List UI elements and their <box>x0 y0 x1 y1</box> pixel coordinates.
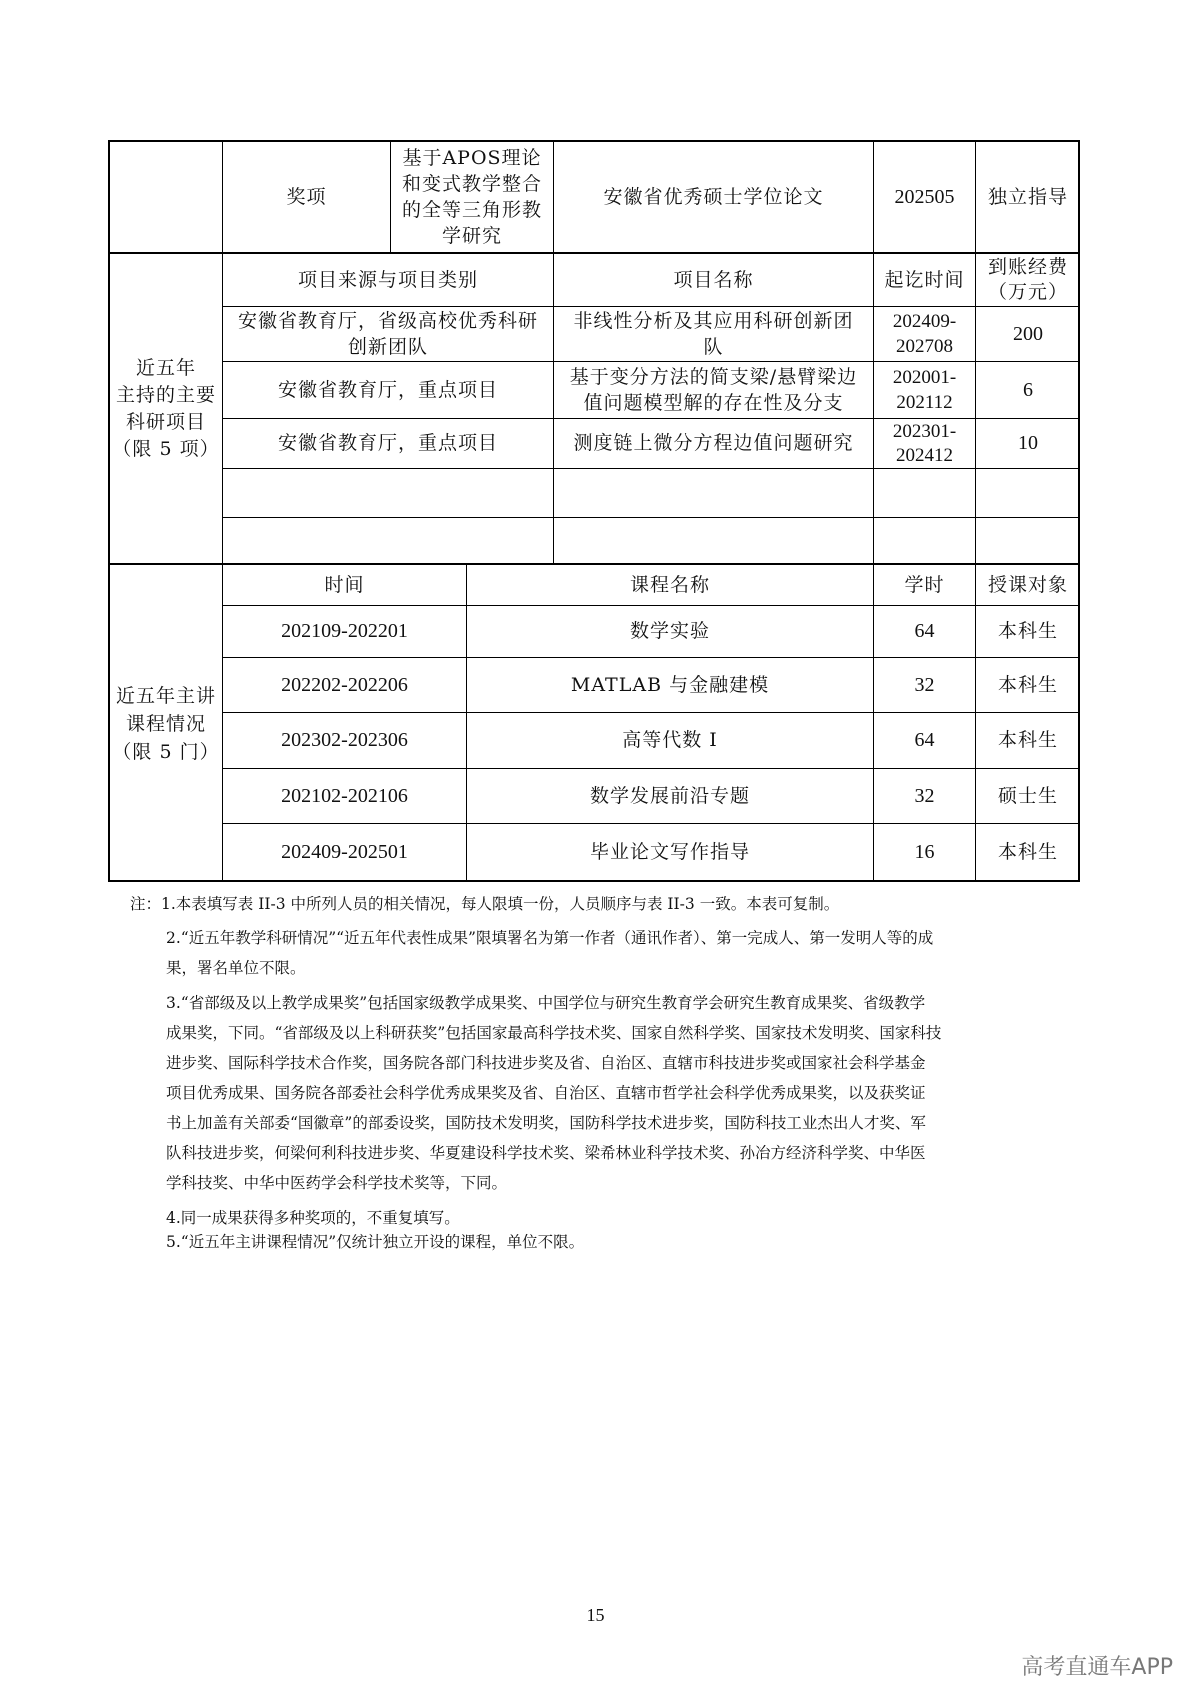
research-source: 安徽省教育厅，重点项目 <box>277 432 498 454</box>
research-name: 非线性分析及其应用科研创新团 队 <box>573 310 854 358</box>
course-header-time: 时间 <box>324 573 365 596</box>
note-line: 进步奖、国际科学技术合作奖，国务院各部门科技进步奖及省、自治区、直辖市科技进步奖或国家社会科学基金 <box>166 1054 926 1072</box>
research-period: 202301- 202412 <box>892 420 957 466</box>
research-header-name: 项目名称 <box>673 268 754 291</box>
research-section-label: 近五年 主持的主要 科研项目 （限 5 项） <box>112 356 220 460</box>
note-line: 成果奖，下同。“省部级及以上科研获奖”包括国家最高科学技术奖、国家自然科学奖、国家技术发明奖、国家科技 <box>166 1024 942 1042</box>
research-funding: 6 <box>1023 378 1033 401</box>
research-header-source: 项目来源与项目类别 <box>297 268 478 291</box>
course-audience: 本科生 <box>997 840 1058 863</box>
course-audience: 本科生 <box>997 620 1058 642</box>
course-audience: 硕士生 <box>997 784 1058 807</box>
note-line: 项目优秀成果、国务院各部委社会科学优秀成果奖及省、自治区、直辖市哲学社会科学优秀成果奖，以及获奖证 <box>166 1084 926 1102</box>
note-line: 书上加盖有关部委“国徽章”的部委设奖，国防技术发明奖，国防科学技术进步奖，国防科技工业杰出人才奖、军 <box>166 1114 926 1132</box>
course-audience: 本科生 <box>997 673 1058 696</box>
research-source: 安徽省教育厅，省级高校优秀科研 创新团队 <box>237 310 538 358</box>
course-hours: 64 <box>914 729 935 751</box>
award-category: 奖项 <box>286 185 327 208</box>
course-hours: 32 <box>914 784 935 807</box>
award-title-line: 基于APOS理论 <box>402 147 542 169</box>
course-name: 高等代数 I <box>622 729 718 751</box>
course-name: MATLAB 与金融建模 <box>570 673 770 696</box>
research-header-period: 起讫时间 <box>884 268 965 291</box>
course-time: 202102-202106 <box>281 784 408 807</box>
course-time: 202302-202306 <box>281 729 408 751</box>
note-line: 队科技进步奖，何梁何利科技进步奖、华夏建设科学技术奖、梁希林业科学技术奖、孙冶方经济科学奖、中华医 <box>166 1144 926 1162</box>
research-funding: 10 <box>1018 432 1038 454</box>
award-title-line: 和变式教学整合 <box>401 173 542 195</box>
award-name: 安徽省优秀硕士学位论文 <box>603 185 824 208</box>
course-header-audience: 授课对象 <box>987 573 1068 596</box>
award-role: 独立指导 <box>987 185 1068 208</box>
watermark: 高考直通车APP <box>1021 1655 1173 1680</box>
research-period: 202409- 202708 <box>892 311 957 357</box>
course-header-name: 课程名称 <box>629 573 710 596</box>
note-line: 4.同一成果获得多种奖项的，不重复填写。 <box>166 1209 460 1227</box>
note-line: 3.“省部级及以上教学成果奖”包括国家级教学成果奖、中国学位与研究生教育学会研究生教育成果奖、省级教学 <box>166 994 926 1012</box>
award-title-line: 的全等三角形教 <box>401 199 542 221</box>
note-line: 2.“近五年教学科研情况”“近五年代表性成果”限填署名为第一作者（通讯作者）、第一完成人、第一发明人等的成 <box>166 929 934 947</box>
research-source: 安徽省教育厅，重点项目 <box>277 378 498 401</box>
course-hours: 64 <box>914 620 935 642</box>
row-divider <box>223 468 1080 469</box>
award-title <box>391 142 553 252</box>
research-header-funding: 到账经费 （万元） <box>987 256 1068 303</box>
course-audience: 本科生 <box>997 729 1058 751</box>
course-time: 202409-202501 <box>281 840 408 863</box>
course-section-label: 近五年主讲 课程情况 （限 5 门） <box>112 684 220 763</box>
award-date: 202505 <box>894 185 955 208</box>
note-line: 学科技奖、中华中医药学会科学技术奖等，下同。 <box>166 1174 508 1192</box>
course-hours: 32 <box>914 673 935 696</box>
research-funding: 200 <box>1013 322 1043 345</box>
award-title-line: 学研究 <box>441 225 502 247</box>
note-line: 果，署名单位不限。 <box>166 959 306 977</box>
info-table <box>108 140 1080 882</box>
page-number: 15 <box>586 1605 605 1625</box>
course-time: 202202-202206 <box>281 673 408 696</box>
course-hours: 16 <box>914 840 935 863</box>
research-name: 测度链上微分方程边值问题研究 <box>573 432 854 454</box>
note-line: 5.“近五年主讲课程情况”仅统计独立开设的课程，单位不限。 <box>166 1233 585 1251</box>
note-line: 注：1.本表填写表 II-3 中所列人员的相关情况，每人限填一份，人员顺序与表 II-3 一致。本表可复制。 <box>130 895 840 913</box>
row-divider <box>223 517 1080 518</box>
course-name: 数学实验 <box>629 620 710 642</box>
research-period: 202001- 202112 <box>892 367 957 413</box>
course-time: 202109-202201 <box>281 620 408 642</box>
course-header-hours: 学时 <box>904 573 945 596</box>
course-name: 数学发展前沿专题 <box>589 784 750 807</box>
course-name: 毕业论文写作指导 <box>589 840 750 863</box>
research-name: 基于变分方法的简支梁/悬臂梁边 值问题模型解的存在性及分支 <box>569 366 858 414</box>
